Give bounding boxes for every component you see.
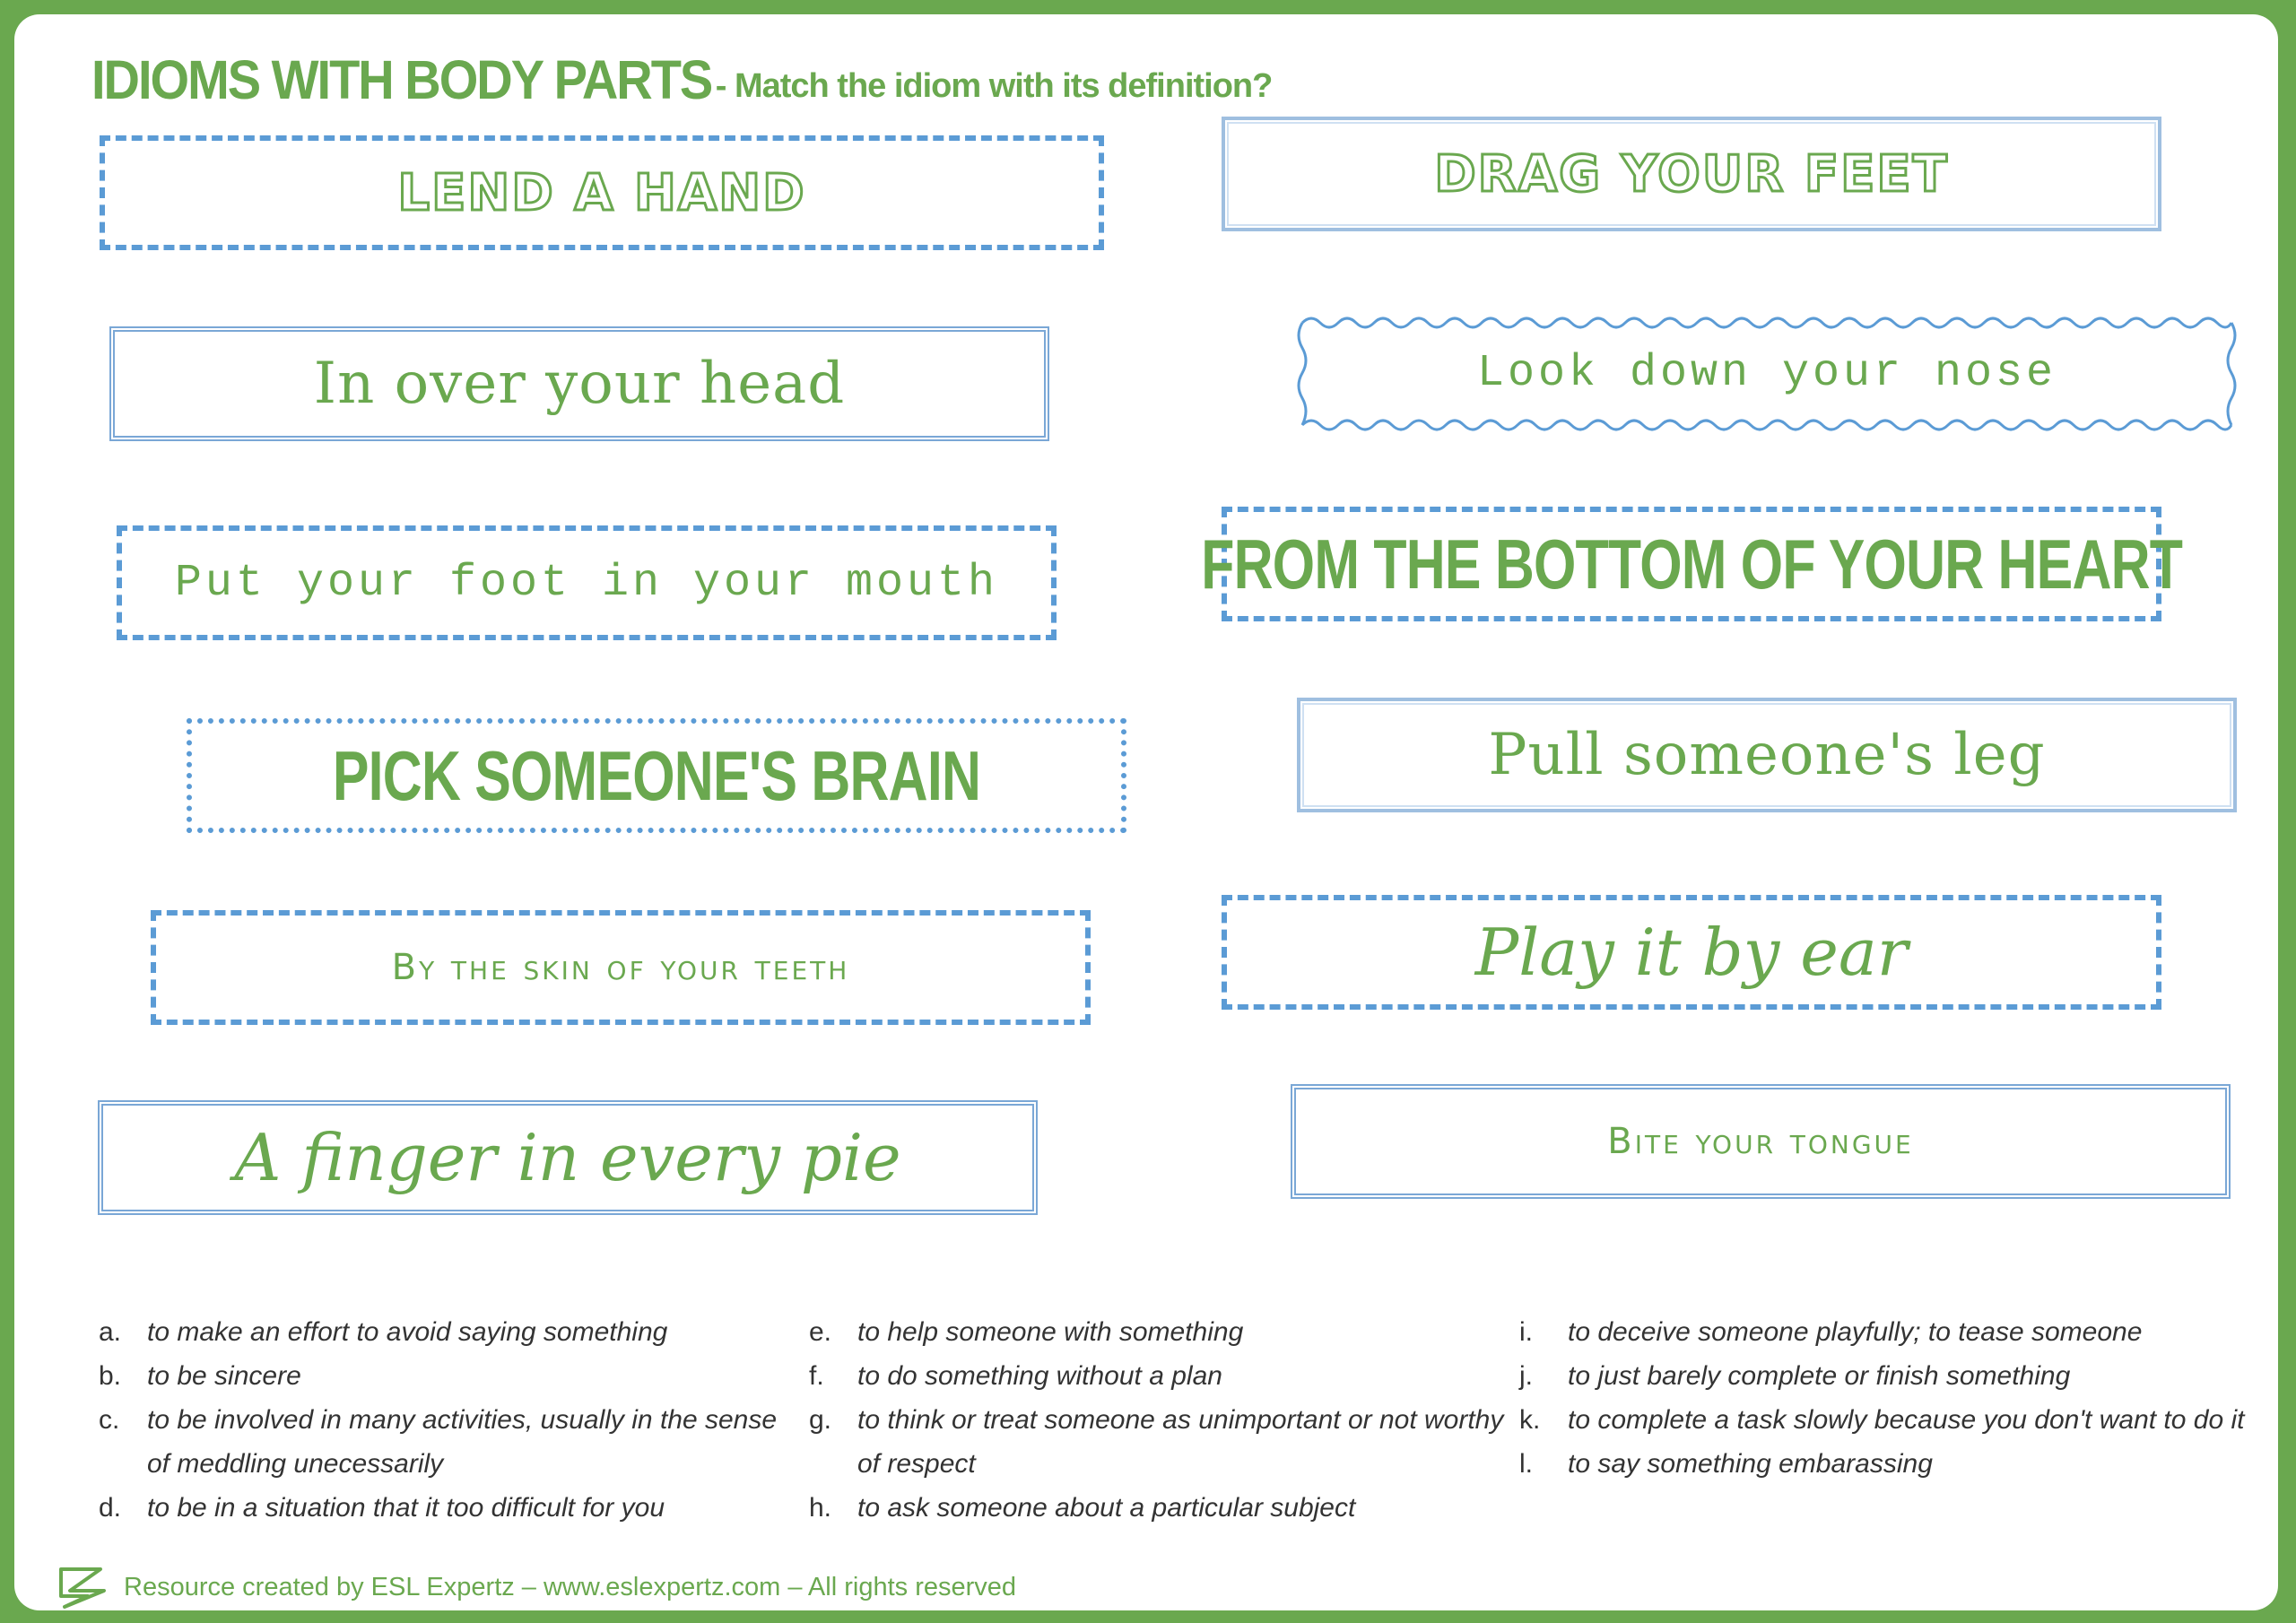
idiom-text: LEND A HAND	[397, 163, 806, 222]
definition-letter: a.	[99, 1317, 122, 1347]
definition-text: to ask someone about a particular subject	[857, 1493, 1356, 1523]
idiom-card	[187, 718, 1126, 833]
definitions-column-2	[809, 1310, 1509, 1530]
definition-text: to help someone with something	[857, 1317, 1244, 1347]
idiom-text: Look down your nose	[1476, 347, 2057, 399]
definition-item	[1519, 1354, 2255, 1398]
footer	[57, 1564, 1016, 1610]
definition-letter: g.	[809, 1405, 832, 1435]
title-main: IDIOMS WITH BODY PARTS	[91, 48, 712, 111]
page-title	[91, 48, 1273, 111]
definition-item	[809, 1486, 1509, 1530]
definition-text: to do something without a plan	[857, 1361, 1222, 1391]
worksheet	[14, 14, 2278, 1610]
title-instruction: - Match the idiom with its definition?	[715, 67, 1273, 105]
idiom-text: Bite your tongue	[1607, 1121, 1914, 1162]
idiom-text: Play it by ear	[1474, 915, 1909, 990]
idiom-card	[1222, 895, 2161, 1010]
idiom-card	[117, 525, 1057, 640]
definition-item	[809, 1310, 1509, 1354]
definition-item	[99, 1354, 798, 1398]
idiom-text: A finger in every pie	[234, 1120, 901, 1195]
esl-expertz-logo-icon	[57, 1564, 108, 1610]
idiom-card	[1297, 310, 2237, 436]
idiom-text: PICK SOMEONE'S BRAIN	[332, 735, 981, 815]
definition-letter: d.	[99, 1493, 122, 1523]
definition-item	[99, 1486, 798, 1530]
definition-letter: b.	[99, 1361, 122, 1391]
definition-text: to think or treat someone as unimportant or not worthy of respect	[857, 1405, 1504, 1479]
footer-credit: Resource created by ESL Expertz – www.eslexpertz.com – All rights reserved	[124, 1572, 1017, 1601]
definition-text: to say something embarassing	[1568, 1449, 1933, 1479]
idiom-card	[1222, 117, 2161, 231]
definition-letter: h.	[809, 1493, 832, 1523]
idiom-text: In over your head	[313, 351, 846, 417]
definition-letter: c.	[99, 1405, 120, 1435]
definition-item	[809, 1398, 1509, 1486]
idiom-text: Put your foot in your mouth	[174, 557, 999, 609]
definition-text: to just barely complete or finish something	[1568, 1361, 2071, 1391]
idiom-text: By the skin of your teeth	[391, 947, 850, 988]
definition-text: to deceive someone playfully; to tease someone	[1568, 1317, 2143, 1347]
definition-item	[1519, 1310, 2255, 1354]
idiom-card	[109, 326, 1049, 441]
definition-text: to be sincere	[147, 1361, 301, 1391]
definition-item	[1519, 1442, 2255, 1486]
definition-text: to complete a task slowly because you don't want to do it	[1568, 1405, 2245, 1435]
definition-item	[99, 1398, 798, 1486]
idiom-card	[1297, 698, 2237, 812]
idiom-card	[98, 1100, 1038, 1215]
definition-letter: i.	[1519, 1317, 1533, 1347]
definition-letter: k.	[1519, 1405, 1541, 1435]
definition-letter: f.	[809, 1361, 824, 1391]
definition-text: to be involved in many activities, usually in the sense of meddling unecessarily	[147, 1405, 778, 1479]
idiom-text: DRAG YOUR FEET	[1434, 144, 1949, 204]
definition-item	[809, 1354, 1509, 1398]
definition-text: to be in a situation that it too difficult for you	[147, 1493, 665, 1523]
idiom-text: Pull someone's leg	[1488, 722, 2046, 788]
idiom-card	[1291, 1084, 2231, 1199]
definitions-column-3	[1519, 1310, 2255, 1486]
definition-item	[1519, 1398, 2255, 1442]
definition-item	[99, 1310, 798, 1354]
definition-letter: j.	[1519, 1361, 1533, 1391]
definitions-column-1	[99, 1310, 798, 1530]
idiom-card	[1201, 507, 2182, 621]
idiom-text: FROM THE BOTTOM OF YOUR HEART	[1201, 524, 2182, 603]
idiom-card	[151, 910, 1091, 1025]
definition-text: to make an effort to avoid saying something	[147, 1317, 668, 1347]
definition-letter: e.	[809, 1317, 832, 1347]
definition-letter: l.	[1519, 1449, 1533, 1479]
idiom-card	[100, 135, 1104, 250]
